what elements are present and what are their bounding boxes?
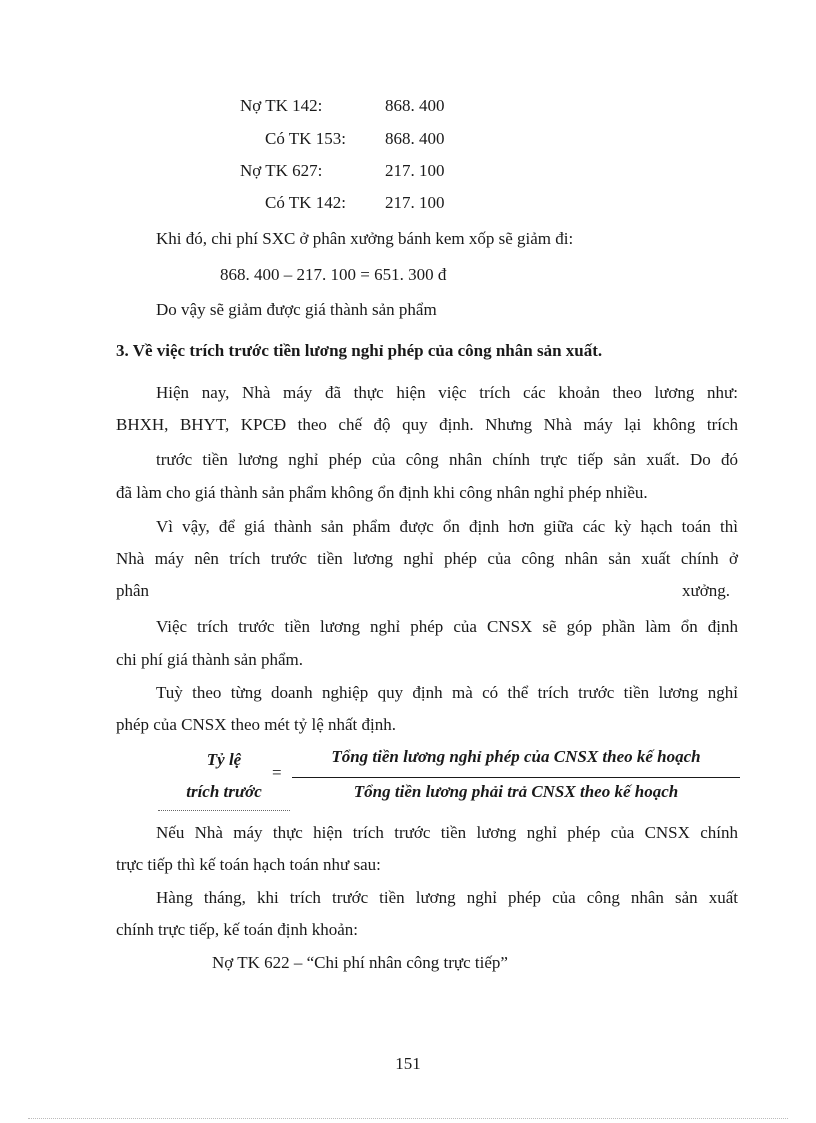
formula-denominator: Tổng tiền lương phải trả CNSX theo kế hoạch	[353, 782, 679, 801]
paragraph-line: Việc trích trước tiền lương nghỉ phép của CNSX sẽ góp phần làm ổn định	[156, 617, 738, 636]
paragraph-line: Hiện nay, Nhà máy đã thực hiện việc trích các khoản theo lương như:	[156, 383, 738, 402]
paragraph-line: Vì vậy, để giá thành sản phẩm được ổn định hơn giữa các kỳ hạch toán thì	[156, 517, 738, 536]
paragraph-line: trước tiền lương nghỉ phép của công nhân chính trực tiếp sản xuất. Do đó	[156, 450, 738, 469]
page-bottom-border	[28, 1118, 788, 1119]
paragraph-line: phép của CNSX theo mét tỷ lệ nhất định.	[116, 715, 396, 734]
paragraph-line: trực tiếp thì kế toán hạch toán như sau:	[116, 855, 381, 874]
paragraph-line: xưởng.	[682, 581, 730, 600]
paragraph-line: Tuỳ theo từng doanh nghiệp quy định mà có thể trích trước tiền lương nghỉ	[156, 683, 738, 702]
formula-numerator: Tổng tiền lương nghỉ phép của CNSX theo kế hoạch	[331, 747, 701, 766]
paragraph-line: Hàng tháng, khi trích trước tiền lương nghỉ phép của công nhân sản xuất	[156, 888, 738, 907]
page-number: 151	[395, 1054, 421, 1073]
paragraph-line: chi phí giá thành sản phẩm.	[116, 650, 303, 669]
entry-account: Có TK 153:	[265, 129, 346, 148]
final-journal-entry: Nợ TK 622 – “Chi phí nhân công trực tiếp”	[212, 953, 508, 972]
reduction-intro: Khi đó, chi phí SXC ở phân xưởng bánh kem xốp sẽ giảm đi:	[156, 229, 574, 248]
paragraph-line: phân	[116, 581, 150, 600]
entry-account: Nợ TK 627:	[240, 161, 323, 180]
paragraph-line: BHXH, BHYT, KPCĐ theo chế độ quy định. Nhưng Nhà máy lại không trích	[116, 415, 738, 434]
entry-amount: 868. 400	[385, 96, 445, 115]
entry-amount: 868. 400	[385, 129, 445, 148]
entry-amount: 217. 100	[385, 161, 445, 180]
fraction-bar	[292, 777, 740, 778]
entry-account: Có TK 142:	[265, 193, 346, 212]
paragraph-line: chính trực tiếp, kế toán định khoản:	[116, 920, 358, 939]
entry-amount: 217. 100	[385, 193, 445, 212]
section-heading: 3. Về việc trích trước tiền lương nghỉ phép của công nhân sản xuất.	[116, 341, 603, 360]
paragraph-line: Nếu Nhà máy thực hiện trích trước tiền lương nghỉ phép của CNSX chính	[156, 823, 738, 842]
formula-equals: =	[272, 763, 282, 782]
formula-label-top: Tỷ lệ	[206, 750, 242, 769]
calculation: 868. 400 – 217. 100 = 651. 300 đ	[220, 265, 447, 284]
formula-label-bottom: trích trước	[186, 782, 262, 801]
paragraph-line: Nhà máy nên trích trước tiền lương nghỉ phép của công nhân sản xuất chính ở	[116, 549, 738, 568]
formula-label-underline	[158, 810, 290, 811]
paragraph-line: đã làm cho giá thành sản phẩm không ổn định khi công nhân nghỉ phép nhiều.	[116, 483, 648, 502]
entry-account: Nợ TK 142:	[240, 96, 323, 115]
therefore-text: Do vậy sẽ giảm được giá thành sản phẩm	[156, 300, 437, 319]
